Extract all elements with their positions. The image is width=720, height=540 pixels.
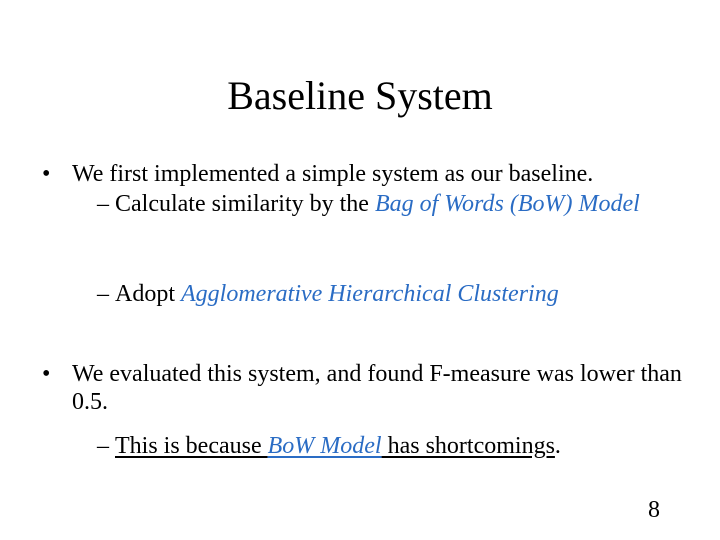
slide-title: Baseline System [227, 73, 493, 118]
bullet-2 [42, 360, 682, 416]
sub-bullet-2-1 [97, 432, 677, 460]
bullet-1-text: We first implemented a simple system as our baseline. [72, 161, 594, 187]
bow-model-emphasis: Bag of Words (BoW) Model [374, 191, 640, 217]
sub-bullet-1-1 [97, 190, 677, 218]
sub-bullet-1-2-prefix: Adopt [115, 281, 181, 307]
sub-bullet-marker: – [97, 191, 109, 217]
sub-bullet-marker: – [97, 281, 109, 307]
bullet-1 [42, 160, 682, 188]
sub-bullet-marker: – [97, 433, 109, 459]
bullet-2-text: We evaluated this system, and found F-measure was lower than 0.5. [72, 361, 682, 415]
sub-bullet-2-1-text [115, 432, 677, 460]
bullet-marker: • [42, 361, 51, 387]
sub-bullet-1-1-prefix: Calculate similarity by the [115, 191, 375, 217]
clustering-emphasis: Agglomerative Hierarchical Clustering [181, 281, 559, 307]
sub-bullet-1-2-text [115, 280, 677, 308]
sub-bullet-2-1-suffix: has shortcomings [381, 433, 555, 459]
sub-bullet-1-1-text [115, 190, 677, 218]
bullet-marker: • [42, 161, 51, 187]
sub-bullet-2-1-prefix: This is because [115, 433, 268, 459]
sub-bullet-1-2 [97, 280, 677, 308]
bow-model-link: BoW Model [267, 433, 382, 459]
page-number: 8 [648, 497, 660, 523]
sub-bullet-2-1-end: . [554, 433, 561, 459]
